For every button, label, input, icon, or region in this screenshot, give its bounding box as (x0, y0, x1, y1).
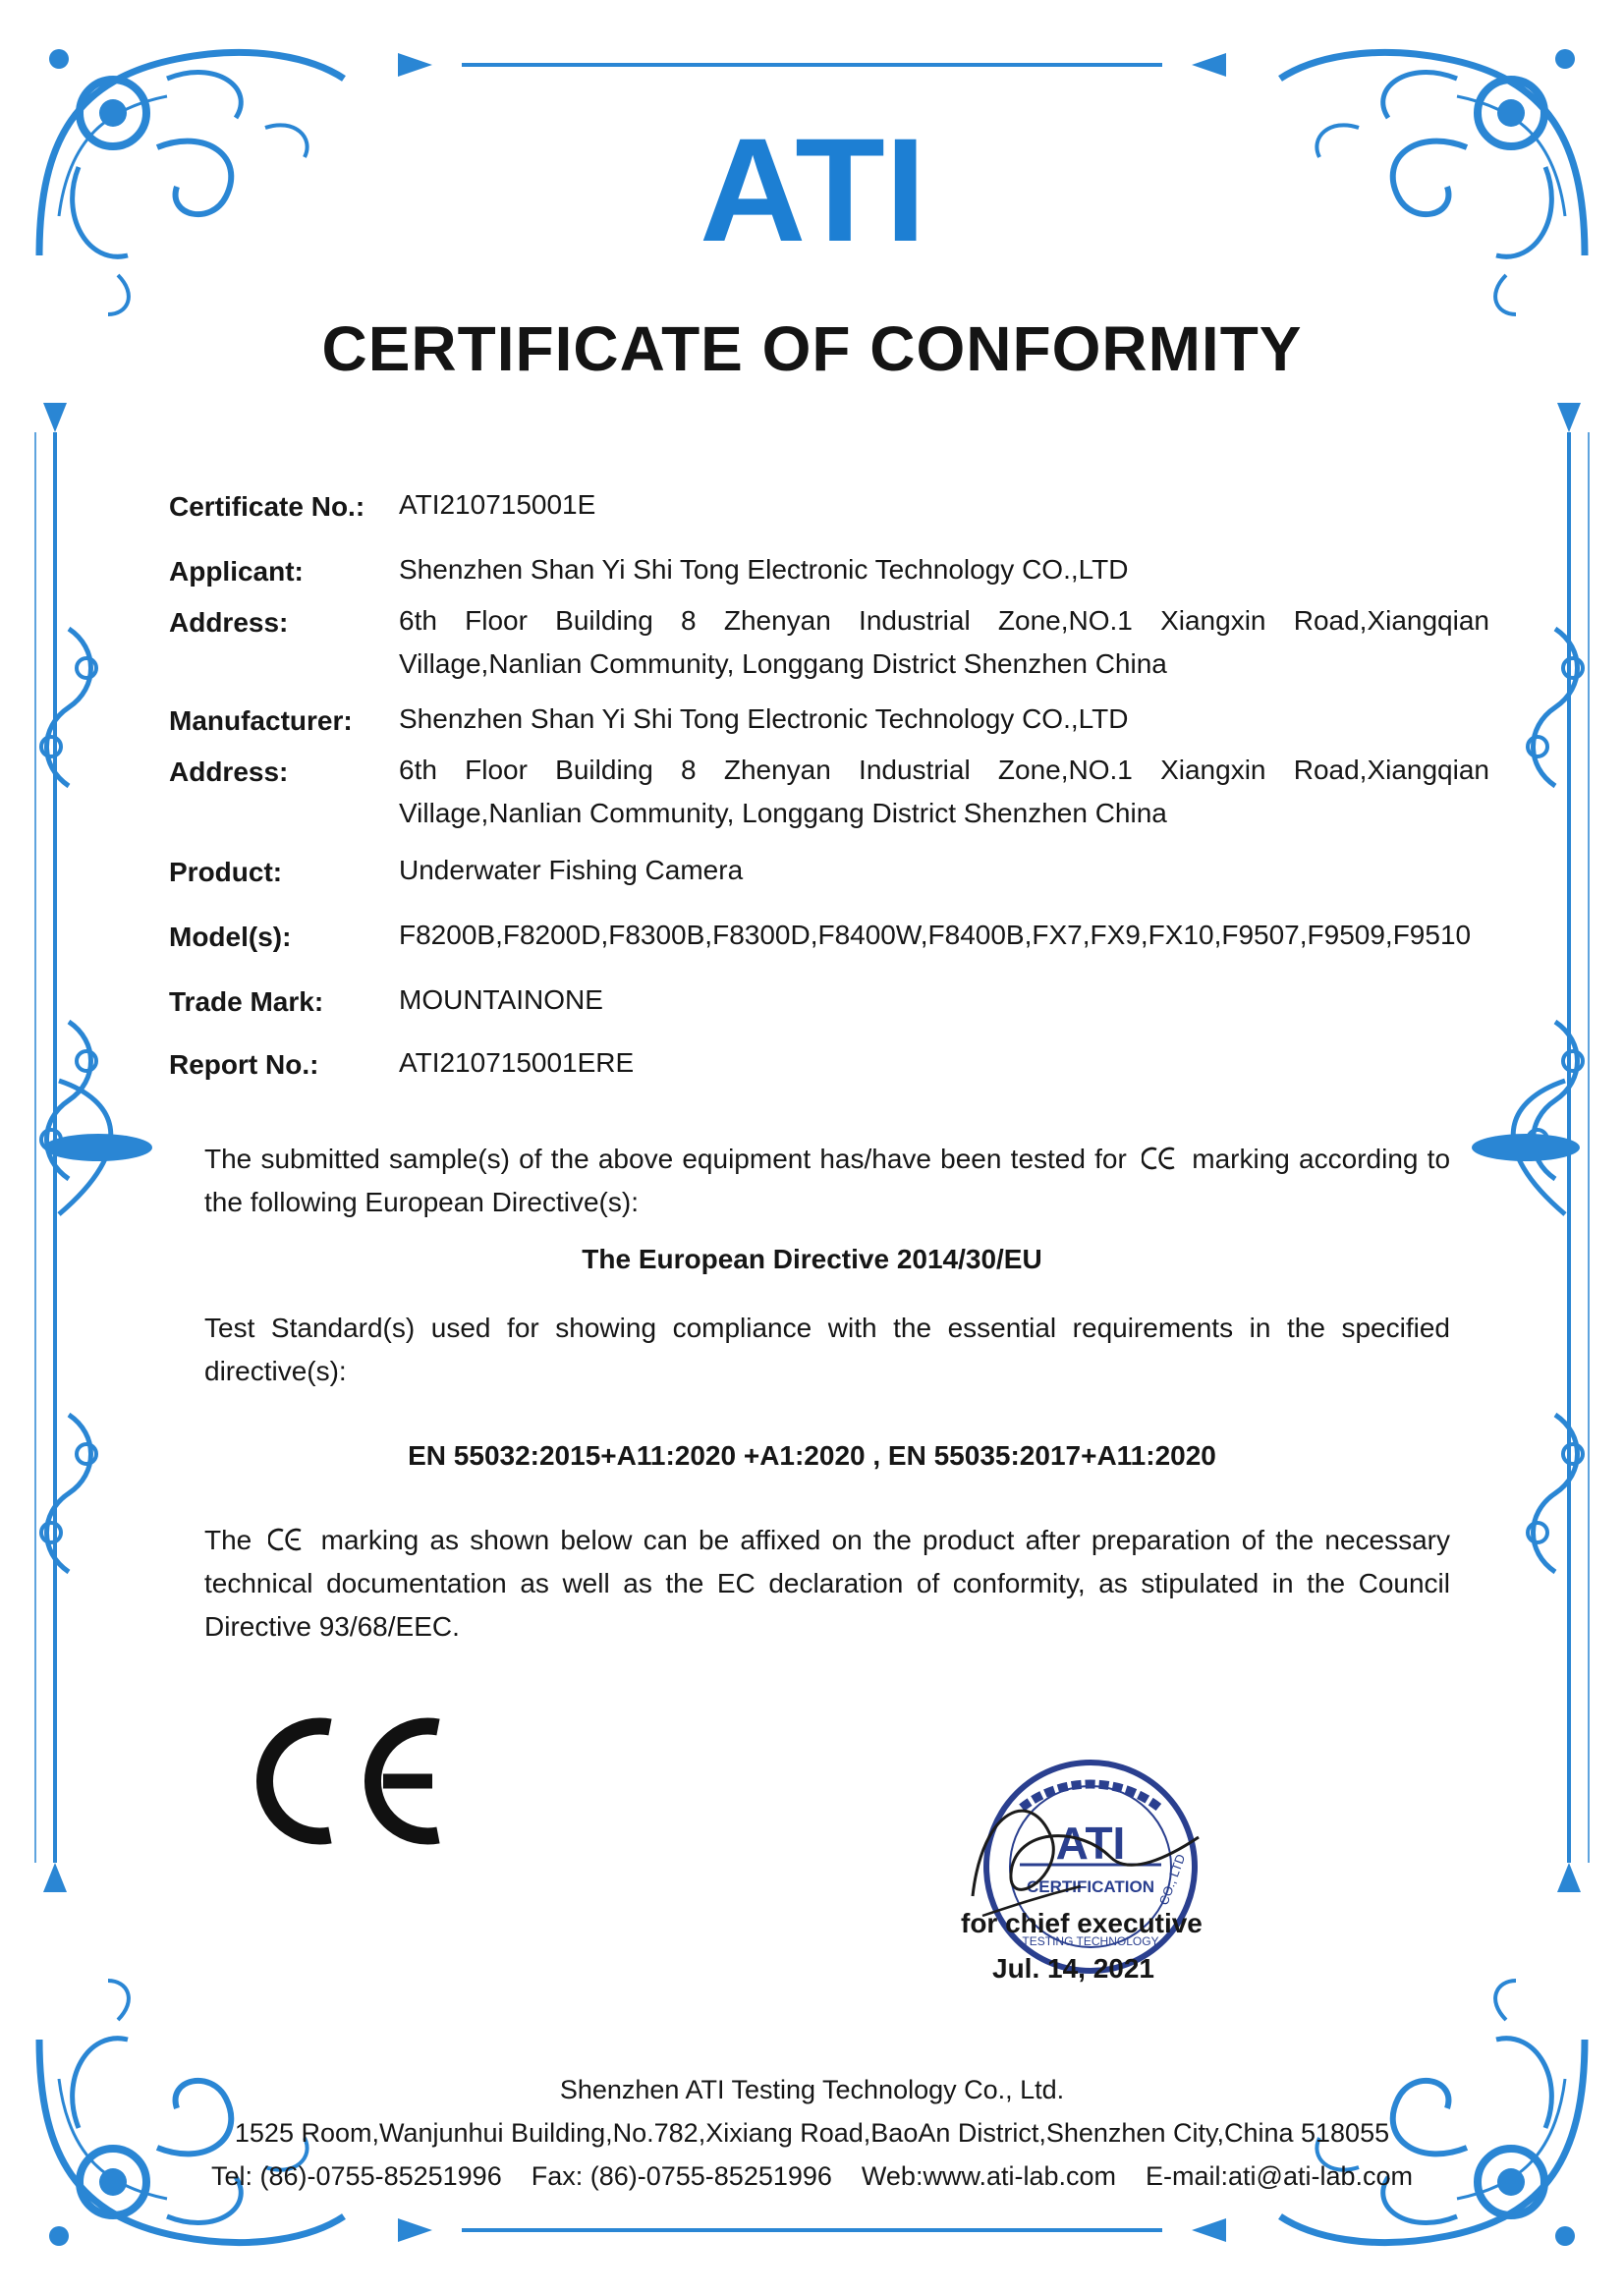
directive-title: The European Directive 2014/30/EU (582, 1244, 1042, 1274)
standards-intro: Test Standard(s) used for showing compliance with the essential requirements in the specified directive(s): (204, 1313, 1450, 1386)
product-label: Product: (169, 857, 283, 887)
page-title: CERTIFICATE OF CONFORMITY (321, 313, 1303, 384)
footer-address: 1525 Room,Wanjunhui Building,No.782,Xixiang Road,BaoAn District,Shenzhen City,China 518055 (234, 2118, 1390, 2148)
models-label: Model(s): (169, 922, 292, 952)
tested-pre-text: The submitted sample(s) of the above equipment has/have been tested for (204, 1144, 1127, 1174)
manufacturer-label: Manufacturer: (169, 705, 353, 736)
marking-post-text: marking as shown below can be affixed on the product after preparation of the necessary technical documentation as well as the EC declaration of conformity, as stipulated in the Council Directive 93/68/EEC. (204, 1525, 1450, 1642)
manufacturer-address-value: 6th Floor Building 8 Zhenyan Industrial Zone,NO.1 Xiangxin Road,Xiangqian Village,Nanlian Community, Longgang District Shenzhen China (399, 755, 1489, 828)
ce-inline-icon (1142, 1146, 1177, 1171)
manufacturer-address-label: Address: (169, 756, 289, 787)
certificate-no-label: Certificate No.: (169, 491, 365, 522)
report-no-value: ATI210715001ERE (399, 1047, 635, 1078)
manufacturer-value: Shenzhen Shan Yi Shi Tong Electronic Technology CO.,LTD (399, 703, 1129, 734)
trade-mark-label: Trade Mark: (169, 986, 324, 1017)
stamp-sub-text: CERTIFICATION (1026, 1877, 1155, 1896)
certificate-no-value: ATI210715001E (399, 489, 596, 520)
standards-list: EN 55032:2015+A11:2020 +A1:2020 , EN 55035:2017+A11:2020 (408, 1440, 1216, 1471)
marking-pre-text: The (204, 1525, 252, 1555)
certification-stamp (943, 1749, 1238, 1985)
applicant-address-label: Address: (169, 607, 289, 638)
report-no-label: Report No.: (169, 1049, 319, 1080)
product-value: Underwater Fishing Camera (399, 855, 744, 885)
applicant-address-value: 6th Floor Building 8 Zhenyan Industrial Zone,NO.1 Xiangxin Road,Xiangqian Village,Nanlian Community, Longgang District Shenzhen China (399, 605, 1489, 679)
footer-contact: Tel: (86)-0755-85251996 Fax: (86)-0755-85251996 Web:www.ati-lab.com E-mail:ati@ati-lab.com (211, 2161, 1413, 2191)
tested-paragraph (204, 1138, 1450, 1224)
stamp-ring-bottom: TESTING TECHNOLOGY (1022, 1934, 1159, 1948)
trade-mark-value: MOUNTAINONE (399, 984, 603, 1015)
applicant-value: Shenzhen Shan Yi Shi Tong Electronic Technology CO.,LTD (399, 554, 1129, 585)
ati-logo (0, 103, 1624, 255)
applicant-label: Applicant: (169, 556, 304, 587)
stamp-main-text: ATI (1055, 1818, 1126, 1869)
ce-mark-logo (244, 1707, 450, 1855)
models-value: F8200B,F8200D,F8300B,F8300D,F8400W,F8400B,FX7,FX9,FX10,F9507,F9509,F9510 (399, 920, 1472, 950)
signature-date: Jul. 14, 2021 (992, 1953, 1155, 1984)
tested-post-text: marking according to the following European Directive(s): (204, 1144, 1451, 1217)
signature-line: for chief executive (961, 1908, 1203, 1938)
marking-paragraph (204, 1519, 1450, 1649)
ce-inline-icon-2 (268, 1527, 304, 1552)
ati-logo-graphic (700, 103, 925, 251)
footer-company: Shenzhen ATI Testing Technology Co., Ltd. (559, 2075, 1065, 2104)
stamp-ring-right: CO., LTD (1155, 1852, 1189, 1908)
ati-logo-text: ATI (699, 107, 925, 251)
